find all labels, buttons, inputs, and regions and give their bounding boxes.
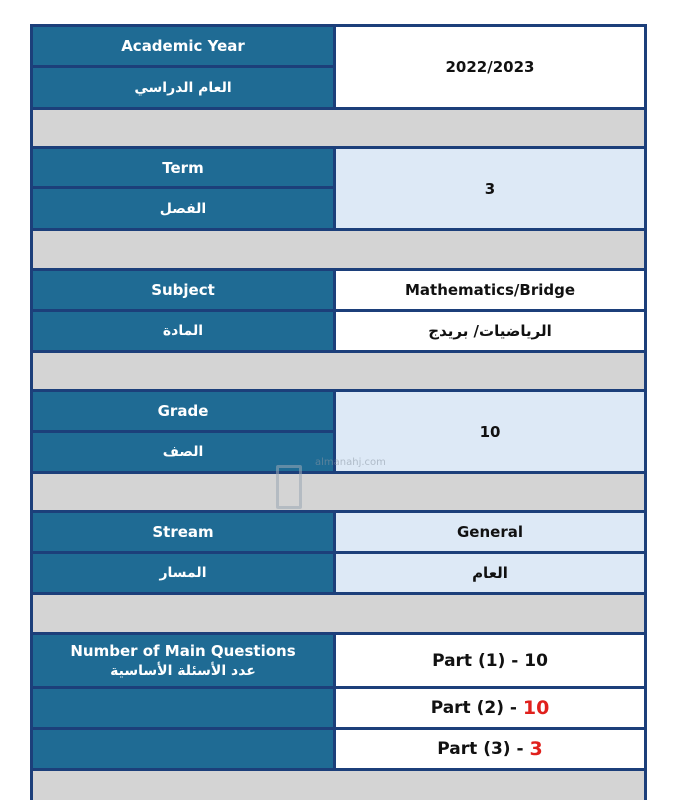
- term-value: 3: [336, 149, 644, 228]
- grade-label-en: Grade: [33, 392, 333, 430]
- separator: [33, 474, 644, 510]
- questions-label-en: Number of Main Questions: [70, 641, 296, 660]
- part-3: [336, 730, 644, 768]
- part-2: [336, 689, 644, 727]
- subject-row: [33, 271, 644, 350]
- questions-row: [33, 635, 644, 768]
- academic-year-row: [33, 27, 644, 107]
- grade-value: 10: [336, 392, 644, 471]
- stream-label-en: Stream: [33, 513, 333, 551]
- stream-value-en: General: [336, 513, 644, 551]
- grade-row: [33, 392, 644, 471]
- questions-label: [33, 635, 333, 686]
- separator: [33, 110, 644, 146]
- exam-info-table: [30, 24, 647, 800]
- term-row: [33, 149, 644, 228]
- part-2-prefix: Part (2) -: [430, 698, 523, 718]
- subject-value-ar: الرياضيات/ بريدج: [336, 312, 644, 350]
- part-3-count: 3: [529, 738, 543, 760]
- part-1-prefix: Part (1) -: [432, 650, 525, 671]
- separator: [33, 353, 644, 389]
- academic-year-value: 2022/2023: [336, 27, 644, 107]
- subject-value-en: Mathematics/Bridge: [336, 271, 644, 309]
- part-1: [336, 635, 644, 686]
- grade-label-ar: الصف: [33, 433, 333, 471]
- stream-value-ar: العام: [336, 554, 644, 592]
- term-label-ar: الفصل: [33, 189, 333, 228]
- part-3-prefix: Part (3) -: [437, 739, 530, 759]
- questions-label-ar: عدد الأسئلة الأساسية: [110, 662, 256, 679]
- academic-year-label-en: Academic Year: [33, 27, 333, 65]
- term-label-en: Term: [33, 149, 333, 186]
- questions-label-filler: [33, 730, 333, 768]
- separator: [33, 231, 644, 268]
- subject-label-en: Subject: [33, 271, 333, 309]
- questions-label-filler: [33, 689, 333, 727]
- separator: [33, 595, 644, 632]
- academic-year-label-ar: العام الدراسي: [33, 68, 333, 107]
- subject-label-ar: المادة: [33, 312, 333, 350]
- separator: [33, 771, 644, 800]
- stream-row: [33, 513, 644, 592]
- part-1-count: 10: [524, 650, 548, 671]
- part-2-count: 10: [522, 697, 550, 719]
- watermark-site: almanahj.com: [315, 457, 386, 468]
- stream-label-ar: المسار: [33, 554, 333, 592]
